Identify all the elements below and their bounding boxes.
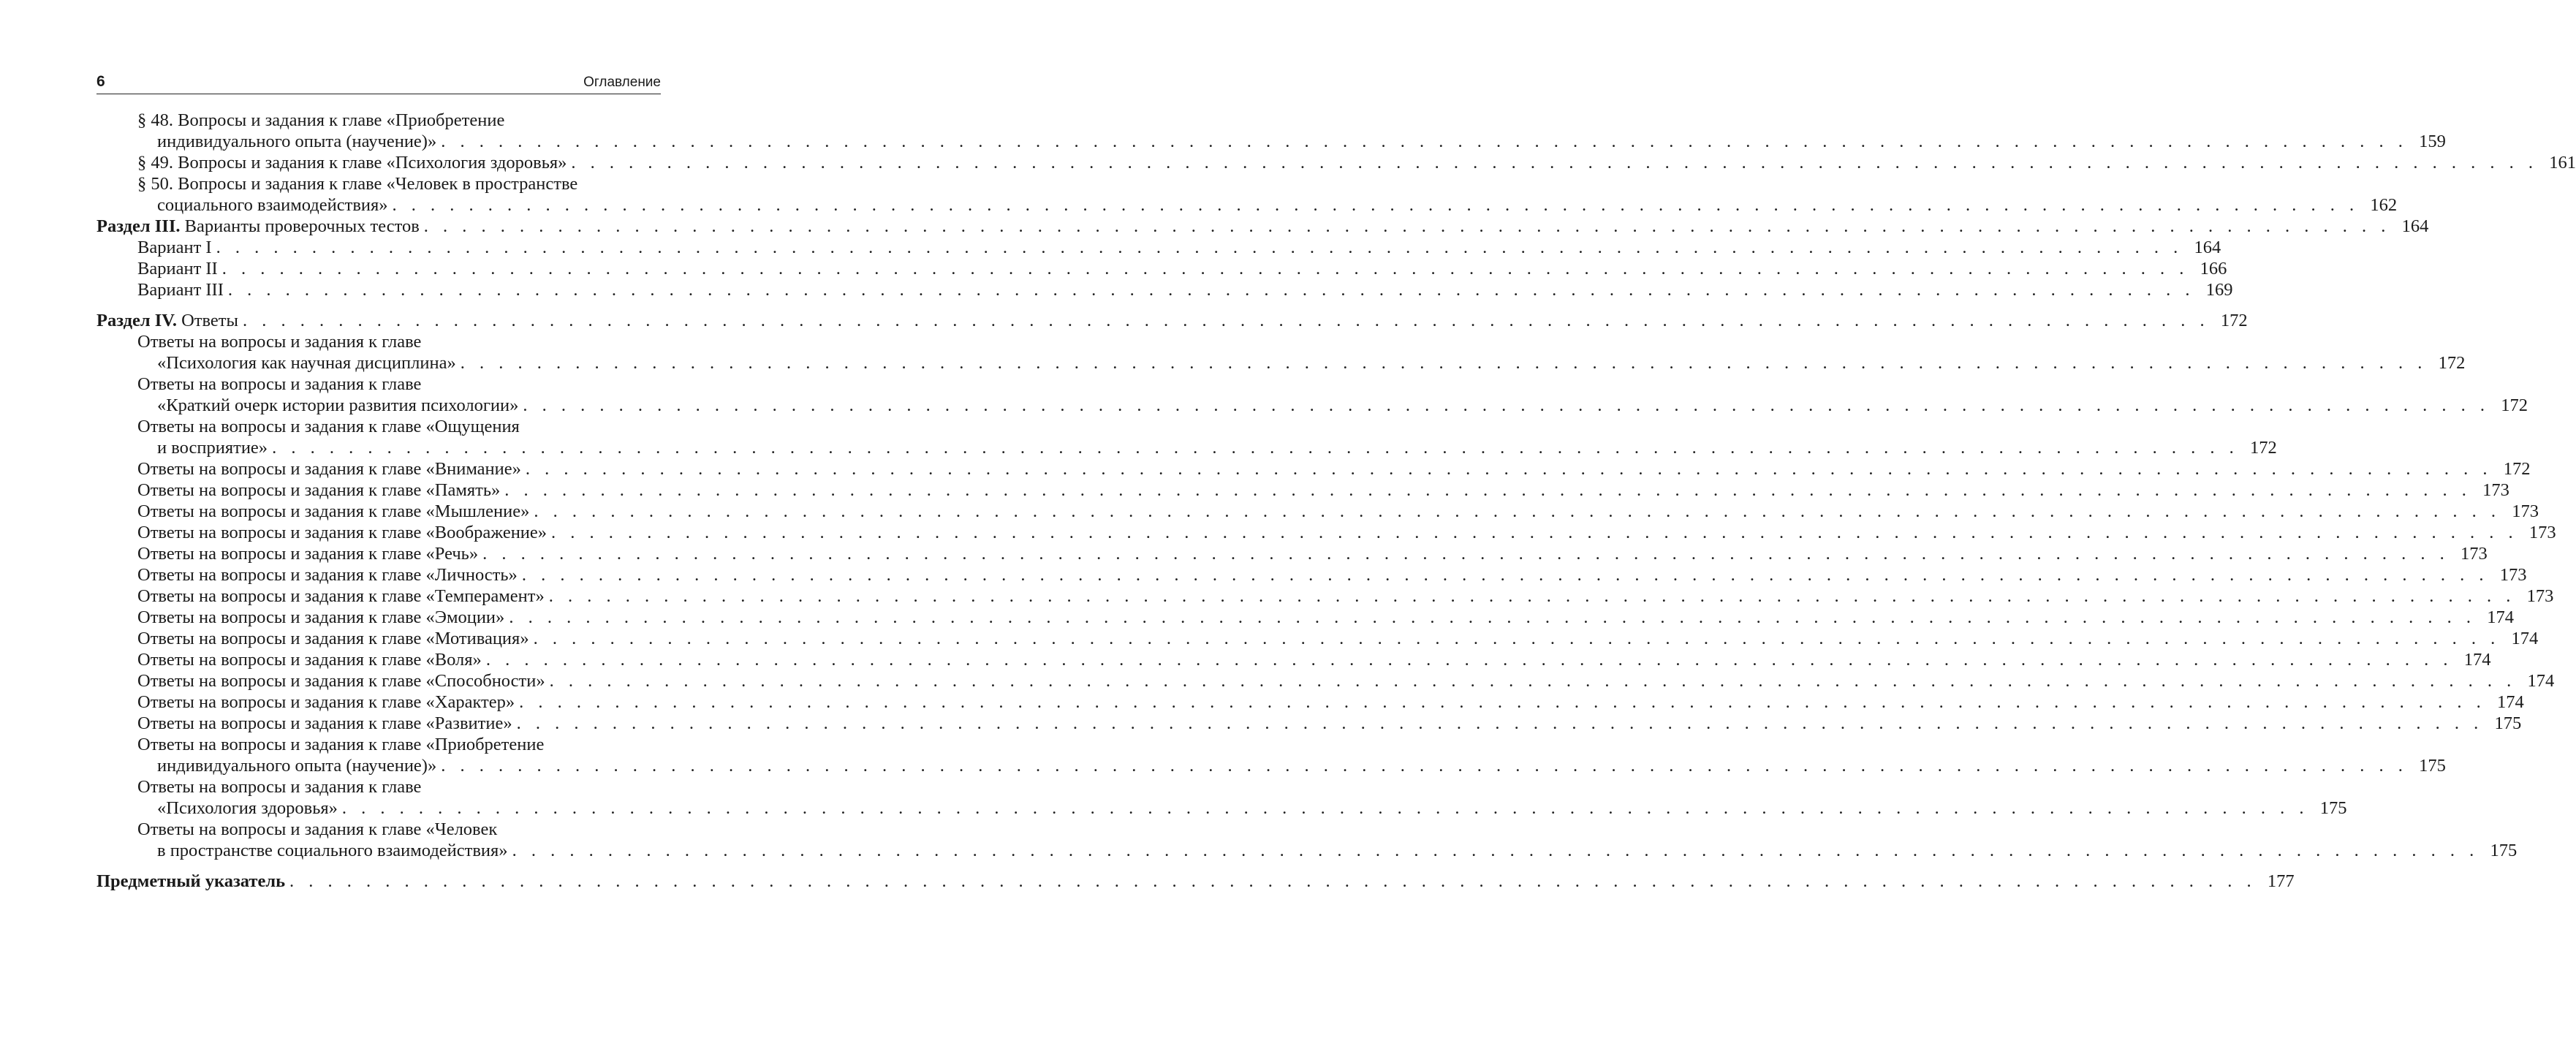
toc-entry-title: Вариант I — [137, 238, 212, 257]
toc-entry-title-line: Ответы на вопросы и задания к главе — [137, 777, 422, 797]
toc-page-number: 175 — [2490, 841, 2518, 860]
dot-leader: . . . . . . . . . . . . . . . . . . . . . . . . . . . . . . . . . . . . . . . . . . . . . . . . . . . . . . . . . . . . . . . . . . . . . . . . . . . . . . . . . . . . . . . . . . . . . . . . . . . . . . . — [571, 153, 2539, 173]
toc-entry-title: Ответы на вопросы и задания к главе «Темперамент» — [137, 586, 545, 606]
toc-entry-title: Ответы на вопросы и задания к главе «Речь» — [137, 544, 479, 564]
toc-page-number: 164 — [2194, 238, 2221, 257]
toc-entry-title: § 49. Вопросы и задания к главе «Психология здоровья» — [137, 153, 567, 173]
dot-leader: . . . . . . . . . . . . . . . . . . . . . . . . . . . . . . . . . . . . . . . . . . . . . . . . . . . . . . . . . . . . . . . . . . . . . . . . . . . . . . . . . . . . . . . . . . . . . . . . . . . . . . . — [485, 650, 2453, 670]
dot-leader: . . . . . . . . . . . . . . . . . . . . . . . . . . . . . . . . . . . . . . . . . . . . . . . . . . . . . . . . . . . . . . . . . . . . . . . . . . . . . . . . . . . . . . . . . . . . . . . . . . . . . . . — [441, 132, 2408, 151]
toc-entry-50[interactable] — [96, 173, 2398, 216]
toc-entry-answers-speech[interactable] — [96, 543, 2488, 564]
dot-leader: . . . . . . . . . . . . . . . . . . . . . . . . . . . . . . . . . . . . . . . . . . . . . . . . . . . . . . . . . . . . . . . . . . . . . . . . . . . . . . . . . . . . . . . . . . . . . . . . . . . . . . . — [521, 565, 2489, 585]
dot-leader: . . . . . . . . . . . . . . . . . . . . . . . . . . . . . . . . . . . . . . . . . . . . . . . . . . . . . . . . . . . . . . . . . . . . . . . . . . . . . . . . . . . . . . . . . . . . . . . . . . . . . . . — [523, 395, 2490, 415]
dot-leader: . . . . . . . . . . . . . . . . . . . . . . . . . . . . . . . . . . . . . . . . . . . . . . . . . . . . . . . . . . . . . . . . . . . . . . . . . . . . . . . . . . . . . . . . . . . . . . . . . . . . . . . — [519, 692, 2486, 712]
toc-entry-title: Ответы на вопросы и задания к главе «Личность» — [137, 565, 518, 585]
dot-leader: . . . . . . . . . . . . . . . . . . . . . . . . . . . . . . . . . . . . . . . . . . . . . . . . . . . . . . . . . . . . . . . . . . . . . . . . . . . . . . . . . . . . . . . . . . . . . . . . . . . . . . . — [216, 238, 2183, 257]
toc-entry-title: Ответы на вопросы и задания к главе «Воля» — [137, 650, 482, 670]
toc-entry-answers-attention[interactable] — [96, 458, 2531, 480]
toc-page-number: 172 — [2438, 353, 2466, 373]
dot-leader: . . . . . . . . . . . . . . . . . . . . . . . . . . . . . . . . . . . . . . . . . . . . . . . . . . . . . . . . . . . . . . . . . . . . . . . . . . . . . . . . . . . . . . . . . . . . . . . . . . . . . . . — [341, 798, 2309, 818]
toc-page-number: 172 — [2501, 395, 2528, 415]
toc-entry-title: индивидуального опыта (научение)» — [157, 132, 437, 151]
toc-entry-title: Ответы на вопросы и задания к главе «Мотивация» — [137, 629, 529, 648]
dot-leader: . . . . . . . . . . . . . . . . . . . . . . . . . . . . . . . . . . . . . . . . . . . . . . . . . . . . . . . . . . . . . . . . . . . . . . . . . . . . . . . . . . . . . . . . . . . . . . . . . . . . . . . — [272, 438, 2239, 458]
toc-entry-title-line: Ответы на вопросы и задания к главе — [137, 374, 422, 394]
dot-leader: . . . . . . . . . . . . . . . . . . . . . . . . . . . . . . . . . . . . . . . . . . . . . . . . . . . . . . . . . . . . . . . . . . . . . . . . . . . . . . . . . . . . . . . . . . . . . . . . . . . . . . . — [548, 586, 2516, 606]
dot-leader: . . . . . . . . . . . . . . . . . . . . . . . . . . . . . . . . . . . . . . . . . . . . . . . . . . . . . . . . . . . . . . . . . . . . . . . . . . . . . . . . . . . . . . . . . . . . . . . . . . . . . . . — [227, 280, 2195, 300]
toc-entry-answers-motivation[interactable] — [96, 628, 2539, 649]
toc-page-number: 172 — [2503, 459, 2531, 479]
running-title: Оглавление — [583, 75, 661, 90]
dot-leader: . . . . . . . . . . . . . . . . . . . . . . . . . . . . . . . . . . . . . . . . . . . . . . . . . . . . . . . . . . . . . . . . . . . . . . . . . . . . . . . . . . . . . . . . . . . . . . . . . . . . . . . — [516, 713, 2484, 733]
toc-entry-title: Ответы на вопросы и задания к главе «Характер» — [137, 692, 515, 712]
toc-entry-answers-will[interactable] — [96, 649, 2491, 670]
toc-page-number: 173 — [2482, 480, 2509, 500]
toc-page-number: 172 — [2220, 311, 2248, 330]
toc-page-number: 175 — [2419, 756, 2446, 776]
toc-entry-title: индивидуального опыта (научение)» — [157, 756, 437, 776]
table-of-contents — [96, 110, 2576, 892]
toc-page-number: 166 — [2200, 259, 2227, 279]
toc-entry-answers-sensation[interactable] — [96, 416, 2277, 458]
toc-page-number: 174 — [2527, 671, 2555, 691]
toc-page-number: 173 — [2499, 565, 2527, 585]
dot-leader: . . . . . . . . . . . . . . . . . . . . . . . . . . . . . . . . . . . . . . . . . . . . . . . . . . . . . . . . . . . . . . . . . . . . . . . . . . . . . . . . . . . . . . . . . . . . . . . . . . . . . . . — [525, 459, 2493, 479]
toc-entry-title: «Краткий очерк истории развития психологии» — [157, 395, 519, 415]
toc-page-number: 175 — [2319, 798, 2347, 818]
toc-page-number: 175 — [2494, 713, 2522, 733]
toc-entry-48[interactable] — [96, 110, 2446, 152]
dot-leader: . . . . . . . . . . . . . . . . . . . . . . . . . . . . . . . . . . . . . . . . . . . . . . . . . . . . . . . . . . . . . . . . . . . . . . . . . . . . . . . . . . . . . . . . . . . . . . . . . . . . . . . — [504, 480, 2471, 500]
toc-page-number: 173 — [2526, 586, 2554, 606]
toc-entry-title-line: Ответы на вопросы и задания к главе «Человек — [137, 819, 498, 839]
dot-leader: . . . . . . . . . . . . . . . . . . . . . . . . . . . . . . . . . . . . . . . . . . . . . . . . . . . . . . . . . . . . . . . . . . . . . . . . . . . . . . . . . . . . . . . . . . . . . . . . . . . . . . . — [460, 353, 2428, 373]
dot-leader: . . . . . . . . . . . . . . . . . . . . . . . . . . . . . . . . . . . . . . . . . . . . . . . . . . . . . . . . . . . . . . . . . . . . . . . . . . . . . . . . . . . . . . . . . . . . . . . . . . . . . . . — [221, 259, 2189, 279]
toc-page-number: 174 — [2511, 629, 2539, 648]
toc-page-number: 169 — [2205, 280, 2233, 300]
toc-entry-49[interactable] — [96, 152, 2576, 173]
toc-entry-answers-psychology-discipline[interactable] — [96, 331, 2466, 374]
toc-entry-title: Ответы на вопросы и задания к главе «Развитие» — [137, 713, 512, 733]
toc-entry-title: Ответы на вопросы и задания к главе «Воображение» — [137, 523, 548, 542]
toc-entry-title: Варианты проверочных тестов — [180, 216, 420, 236]
toc-entry-title: Ответы — [176, 311, 238, 330]
toc-page-number: 173 — [2512, 501, 2539, 521]
toc-entry-title-line: § 48. Вопросы и задания к главе «Приобретение — [137, 110, 505, 130]
dot-leader: . . . . . . . . . . . . . . . . . . . . . . . . . . . . . . . . . . . . . . . . . . . . . . . . . . . . . . . . . . . . . . . . . . . . . . . . . . . . . . . . . . . . . . . . . . . . . . . . . . . . . . . — [441, 756, 2408, 776]
toc-page-number: 172 — [2249, 438, 2277, 458]
toc-page-number: 174 — [2463, 650, 2491, 670]
toc-section-4[interactable] — [96, 310, 2248, 331]
toc-entry-answers-character[interactable] — [96, 692, 2524, 713]
dot-leader: . . . . . . . . . . . . . . . . . . . . . . . . . . . . . . . . . . . . . . . . . . . . . . . . . . . . . . . . . . . . . . . . . . . . . . . . . . . . . . . . . . . . . . . . . . . . . . . . . . . . . . . — [242, 311, 2210, 330]
section-label: Раздел III. — [96, 216, 181, 236]
toc-page-number: 174 — [2487, 607, 2514, 627]
toc-entry-answers-development[interactable] — [96, 713, 2522, 734]
dot-leader: . . . . . . . . . . . . . . . . . . . . . . . . . . . . . . . . . . . . . . . . . . . . . . . . . . . . . . . . . . . . . . . . . . . . . . . . . . . . . . . . . . . . . . . . . . . . . . . . . . . . . . . — [509, 607, 2476, 627]
toc-entry-title: Ответы на вопросы и задания к главе «Эмоции» — [137, 607, 505, 627]
toc-entry-variant-3[interactable] — [96, 279, 2233, 300]
toc-entry-title-line: § 50. Вопросы и задания к главе «Человек в пространстве — [137, 174, 578, 194]
toc-entry-title: Вариант III — [137, 280, 224, 300]
toc-entry-title: Вариант II — [137, 259, 218, 279]
toc-entry-title-line: Ответы на вопросы и задания к главе «Приобретение — [137, 735, 545, 754]
dot-leader: . . . . . . . . . . . . . . . . . . . . . . . . . . . . . . . . . . . . . . . . . . . . . . . . . . . . . . . . . . . . . . . . . . . . . . . . . . . . . . . . . . . . . . . . . . . . . . . . . . . . . . . — [392, 195, 2360, 215]
toc-page-number: 161 — [2549, 153, 2576, 173]
toc-page-number: 174 — [2497, 692, 2524, 712]
toc-entry-title-line: Ответы на вопросы и задания к главе «Ощущения — [137, 417, 520, 436]
toc-entry-title: «Психология здоровья» — [157, 798, 338, 818]
page-number: 6 — [96, 73, 105, 90]
toc-entry-title: «Психология как научная дисциплина» — [157, 353, 456, 373]
toc-entry-answers-personality[interactable] — [96, 564, 2527, 586]
toc-page-number: 164 — [2401, 216, 2429, 236]
toc-subject-index[interactable] — [96, 871, 2295, 892]
toc-entry-answers-history[interactable] — [96, 374, 2528, 416]
toc-entry-title: Ответы на вопросы и задания к главе «Внимание» — [137, 459, 521, 479]
toc-entry-title: в пространстве социального взаимодействия» — [157, 841, 508, 860]
toc-entry-variant-1[interactable] — [96, 237, 2221, 258]
toc-entry-title-line: Ответы на вопросы и задания к главе — [137, 332, 422, 352]
toc-entry-answers-memory[interactable] — [96, 480, 2509, 501]
toc-entry-answers-abilities[interactable] — [96, 670, 2555, 692]
toc-entry-answers-temperament[interactable] — [96, 586, 2554, 607]
toc-page-number: 162 — [2370, 195, 2398, 215]
dot-leader: . . . . . . . . . . . . . . . . . . . . . . . . . . . . . . . . . . . . . . . . . . . . . . . . . . . . . . . . . . . . . . . . . . . . . . . . . . . . . . . . . . . . . . . . . . . . . . . . . . . . . . . — [423, 216, 2391, 236]
toc-entry-answers-health[interactable] — [96, 776, 2347, 819]
dot-leader: . . . . . . . . . . . . . . . . . . . . . . . . . . . . . . . . . . . . . . . . . . . . . . . . . . . . . . . . . . . . . . . . . . . . . . . . . . . . . . . . . . . . . . . . . . . . . . . . . . . . . . . — [512, 841, 2480, 860]
toc-page-number: 177 — [2267, 871, 2295, 891]
toc-entry-title: Ответы на вопросы и задания к главе «Память» — [137, 480, 501, 500]
toc-entry-title: Ответы на вопросы и задания к главе «Мышление» — [137, 501, 530, 521]
dot-leader: . . . . . . . . . . . . . . . . . . . . . . . . . . . . . . . . . . . . . . . . . . . . . . . . . . . . . . . . . . . . . . . . . . . . . . . . . . . . . . . . . . . . . . . . . . . . . . . . . . . . . . . — [482, 544, 2450, 564]
section-label: Предметный указатель — [96, 871, 286, 891]
toc-entry-answers-emotions[interactable] — [96, 607, 2514, 628]
dot-leader: . . . . . . . . . . . . . . . . . . . . . . . . . . . . . . . . . . . . . . . . . . . . . . . . . . . . . . . . . . . . . . . . . . . . . . . . . . . . . . . . . . . . . . . . . . . . . . . . . . . . . . . — [289, 871, 2257, 891]
toc-entry-answers-imagination[interactable] — [96, 522, 2556, 543]
toc-entry-title: социального взаимодействия» — [157, 195, 388, 215]
toc-entry-answers-learning[interactable] — [96, 734, 2446, 776]
toc-section-3[interactable] — [96, 216, 2429, 237]
toc-entry-answers-thinking[interactable] — [96, 501, 2539, 522]
toc-page-number: 159 — [2419, 132, 2446, 151]
dot-leader: . . . . . . . . . . . . . . . . . . . . . . . . . . . . . . . . . . . . . . . . . . . . . . . . . . . . . . . . . . . . . . . . . . . . . . . . . . . . . . . . . . . . . . . . . . . . . . . . . . . . . . . — [551, 523, 2518, 542]
dot-leader: . . . . . . . . . . . . . . . . . . . . . . . . . . . . . . . . . . . . . . . . . . . . . . . . . . . . . . . . . . . . . . . . . . . . . . . . . . . . . . . . . . . . . . . . . . . . . . . . . . . . . . . — [549, 671, 2517, 691]
section-label: Раздел IV. — [96, 311, 177, 330]
page-header — [96, 72, 661, 94]
toc-page-number: 173 — [2528, 523, 2556, 542]
toc-entry-title: и восприятие» — [157, 438, 268, 458]
toc-entry-variant-2[interactable] — [96, 258, 2227, 279]
dot-leader: . . . . . . . . . . . . . . . . . . . . . . . . . . . . . . . . . . . . . . . . . . . . . . . . . . . . . . . . . . . . . . . . . . . . . . . . . . . . . . . . . . . . . . . . . . . . . . . . . . . . . . . — [533, 629, 2501, 648]
toc-entry-title: Ответы на вопросы и задания к главе «Способности» — [137, 671, 545, 691]
toc-page-number: 173 — [2460, 544, 2488, 564]
toc-entry-answers-social[interactable] — [96, 819, 2518, 861]
dot-leader: . . . . . . . . . . . . . . . . . . . . . . . . . . . . . . . . . . . . . . . . . . . . . . . . . . . . . . . . . . . . . . . . . . . . . . . . . . . . . . . . . . . . . . . . . . . . . . . . . . . . . . . — [534, 501, 2501, 521]
